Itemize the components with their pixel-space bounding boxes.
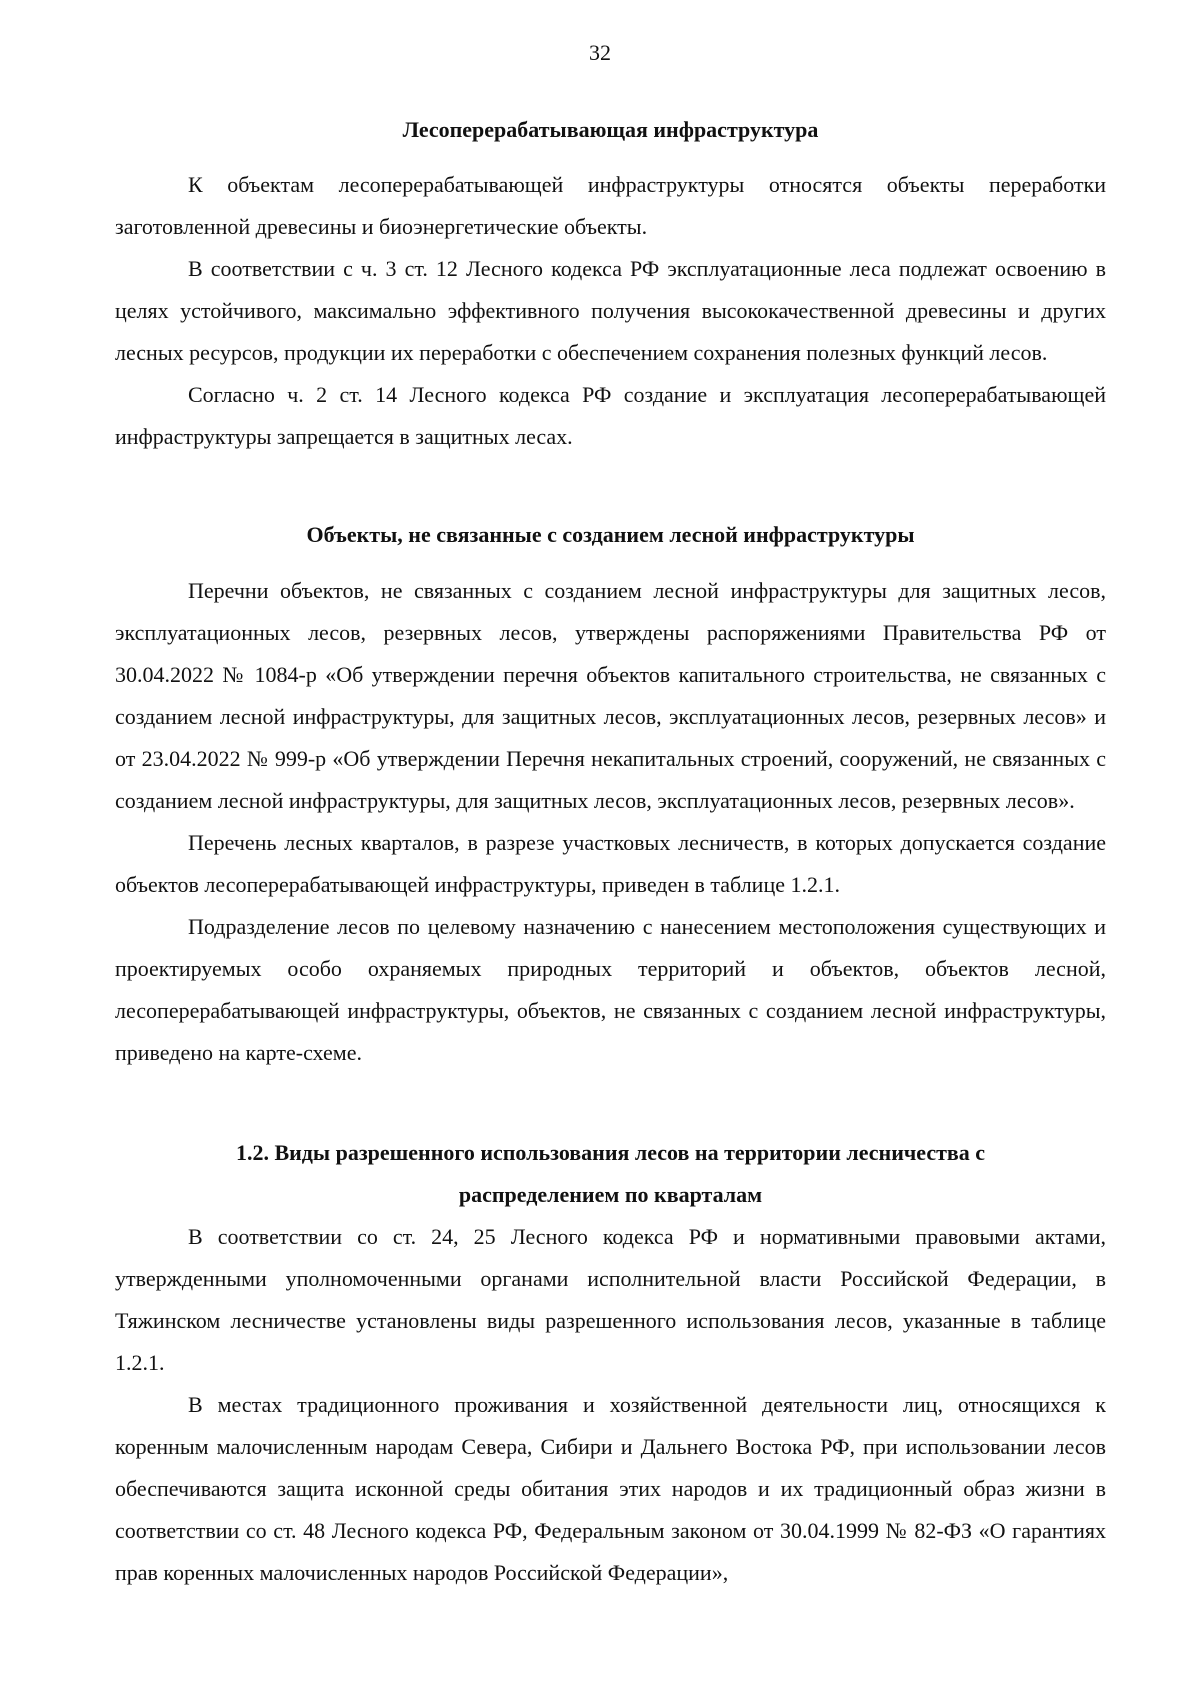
section-processing-infrastructure-body (115, 164, 1106, 458)
paragraph: Согласно ч. 2 ст. 14 Лесного кодекса РФ создание и эксплуатация лесоперерабатывающей инфраструктуры запрещается в защитных лесах. (115, 382, 1106, 449)
section-heading-permitted-use (115, 1132, 1106, 1216)
section-heading-line: 1.2. Виды разрешенного использования лесов на территории лесничества с (235, 1140, 986, 1165)
page-number: 32 (589, 40, 611, 65)
paragraph: Подразделение лесов по целевому назначению с нанесением местоположения существующих и проектируемых особо охраняемых природных территорий и объектов, объектов лесной, лесоперерабатывающей инфраструктуры, объектов, не связанных с созданием лесной инфраструктуры, приведено на карте-схеме. (115, 914, 1106, 1065)
paragraph: Перечни объектов, не связанных с созданием лесной инфраструктуры для защитных лесов, эксплуатационных лесов, резервных лесов, утверждены распоряжениями Правительства РФ от 30.04.2022 № 1084-р «Об утверждении перечня объектов капитального строительства, не связанных с созданием лесной инфраструктуры, для защитных лесов, эксплуатационных лесов, резервных лесов» и от 23.04.2022 № 999-р «Об утверждении Перечня некапитальных строений, сооружений, не связанных с созданием лесной инфраструктуры, для защитных лесов, эксплуатационных лесов, резервных лесов». (115, 578, 1106, 813)
paragraph: В соответствии с ч. 3 ст. 12 Лесного кодекса РФ эксплуатационные леса подлежат освоению в целях устойчивого, максимально эффективного получения высококачественной древесины и других лесных ресурсов, продукции их переработки с обеспечением сохранения полезных функций лесов. (115, 256, 1106, 365)
section-heading-unrelated-objects: Объекты, не связанные с созданием лесной инфраструктуры (306, 522, 915, 547)
section-heading-line: распределением по кварталам (458, 1182, 763, 1207)
paragraph: Перечень лесных кварталов, в разрезе участковых лесничеств, в которых допускается создание объектов лесоперерабатывающей инфраструктуры, приведен в таблице 1.2.1. (115, 830, 1106, 897)
paragraph: В соответствии со ст. 24, 25 Лесного кодекса РФ и нормативными правовыми актами, утвержденными уполномоченными органами исполнительной власти Российской Федерации, в Тяжинском лесничестве установлены виды разрешенного использования лесов, указанные в таблице 1.2.1. (115, 1224, 1106, 1375)
section-permitted-use-body (115, 1216, 1106, 1594)
paragraph: В местах традиционного проживания и хозяйственной деятельности лиц, относящихся к коренным малочисленным народам Севера, Сибири и Дальнего Востока РФ, при использовании лесов обеспечиваются защита исконной среды обитания этих народов и их традиционный образ жизни в соответствии со ст. 48 Лесного кодекса РФ, Федеральным законом от 30.04.1999 № 82-ФЗ «О гарантиях прав коренных малочисленных народов Российской Федерации», (115, 1392, 1106, 1585)
section-heading-processing-infrastructure: Лесоперерабатывающая инфраструктура (402, 117, 819, 142)
paragraph: К объектам лесоперерабатывающей инфраструктуры относятся объекты переработки заготовленной древесины и биоэнергетические объекты. (115, 172, 1106, 239)
section-unrelated-objects-body (115, 570, 1106, 1074)
